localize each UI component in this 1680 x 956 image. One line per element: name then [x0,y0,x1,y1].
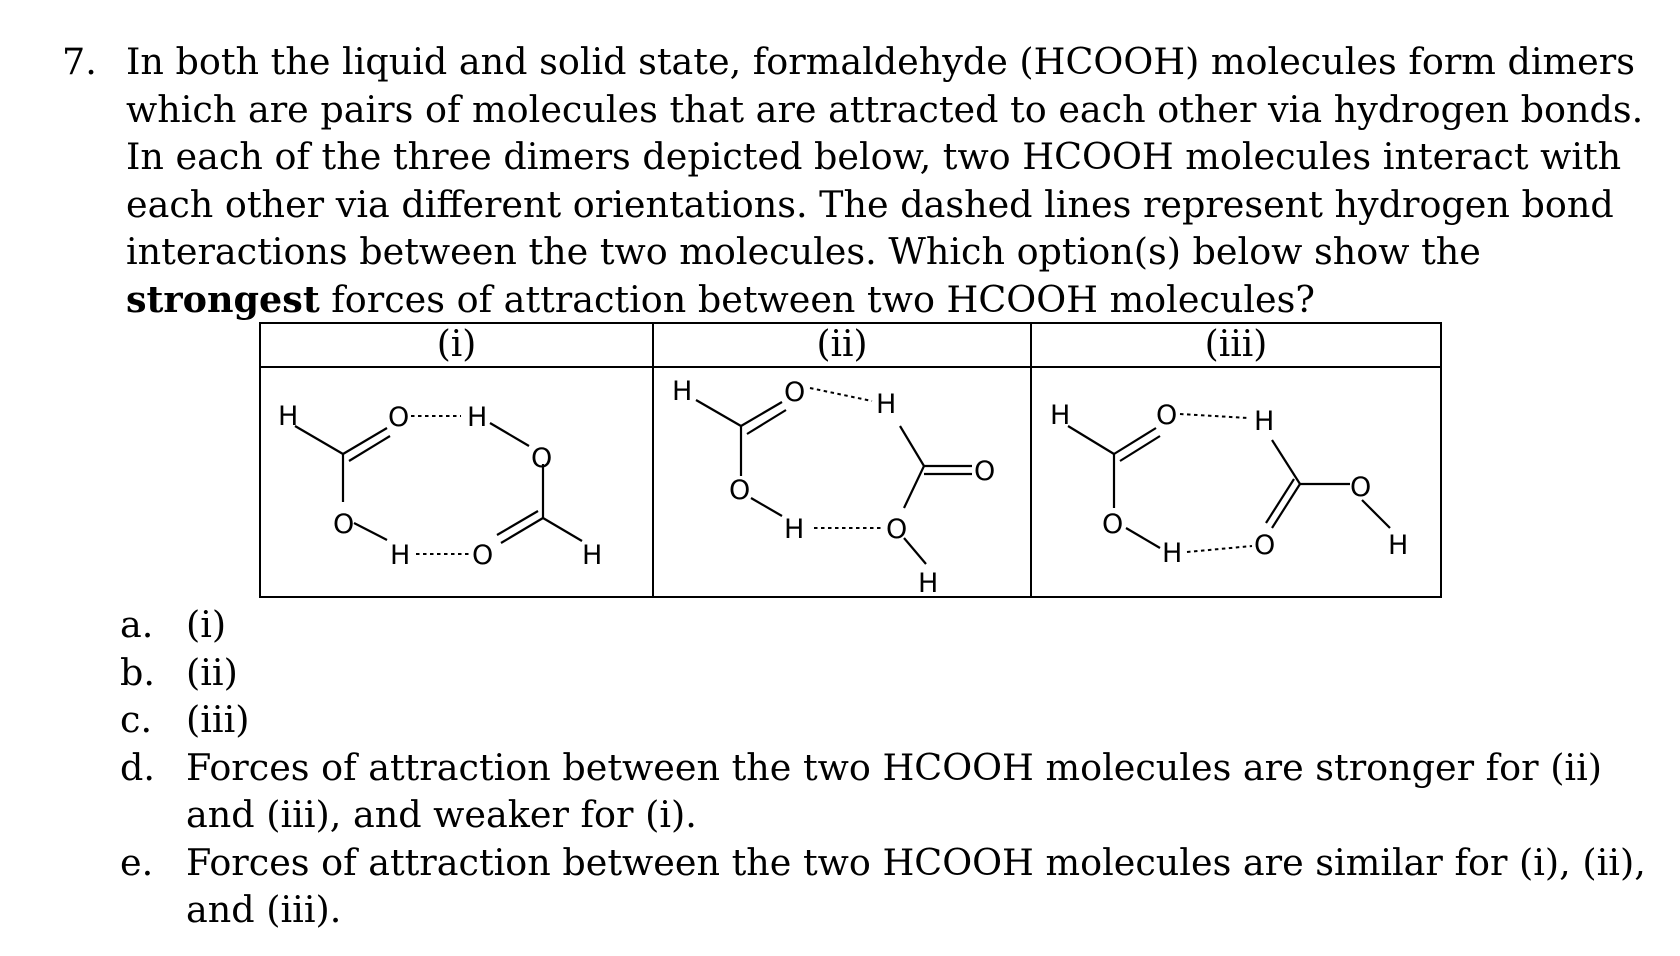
option-c[interactable] [120,696,1660,744]
question [62,38,1662,323]
atom-O: O [1254,530,1276,561]
atom-H: H [1388,530,1409,561]
atom-H: H [278,401,299,432]
dimer-iii-cell [1031,367,1441,597]
option-b[interactable] [120,649,1660,697]
atom-O: O [531,443,553,474]
answer-options [120,601,1660,934]
atom-H: H [918,568,939,596]
dimer-table [259,322,1442,598]
option-letter: e. [120,840,154,884]
header-i: (i) [260,323,653,367]
question-number: 7. [62,40,97,83]
dimer-iii-structure [1032,368,1440,596]
dimer-i-cell [260,367,653,597]
question-text: In both the liquid and solid state, formaldehyde (HCOOH) molecules form dimers which are pairs of molecules that are attracted to each other via hydrogen bonds. In each of the three dimers depicted below, two HCOOH molecules interact with each other via different orientations. The dashed lines represent hydrogen bond interactions between the two molecules. Which option(s) below show the strongest forces of attraction between two HCOOH molecules? [126,40,1644,321]
atom-O: O [784,377,806,408]
atom-H: H [390,540,411,571]
atom-O: O [1350,472,1372,503]
atom-O: O [388,402,410,433]
option-d[interactable] [120,744,1660,839]
option-letter: b. [120,650,155,694]
option-text: (ii) [186,650,238,694]
option-letter: c. [120,698,153,741]
atom-O: O [886,514,908,545]
atom-H: H [1162,538,1183,569]
atom-O: O [472,540,494,571]
atom-O: O [974,456,996,487]
option-a[interactable] [120,601,1660,649]
atom-H: H [467,402,488,433]
dimer-ii-structure [654,368,1030,596]
option-e[interactable] [120,839,1660,934]
header-iii: (iii) [1031,323,1441,367]
atom-H: H [1254,406,1275,437]
option-text: (iii) [186,698,250,741]
atom-O: O [1156,400,1178,431]
option-letter: a. [120,603,154,646]
option-text: (i) [186,603,227,646]
header-ii: (ii) [653,323,1031,367]
option-letter: d. [120,745,155,789]
dimer-ii-cell [653,367,1031,597]
atom-H: H [1050,400,1071,431]
atom-H: H [876,389,897,420]
emphasis-strongest: strongest [126,277,320,321]
atom-O: O [333,509,355,540]
option-text: Forces of attraction between the two HCOOH molecules are similar for (i), (ii), and (iii). [186,840,1646,931]
atom-H: H [582,540,603,571]
atom-H: H [672,376,693,407]
option-text: Forces of attraction between the two HCOOH molecules are stronger for (ii) and (iii), and weaker for (i). [186,745,1603,836]
dimer-i-structure [261,368,652,596]
atom-H: H [784,514,805,545]
atom-O: O [1102,509,1124,540]
atom-O: O [729,475,751,506]
